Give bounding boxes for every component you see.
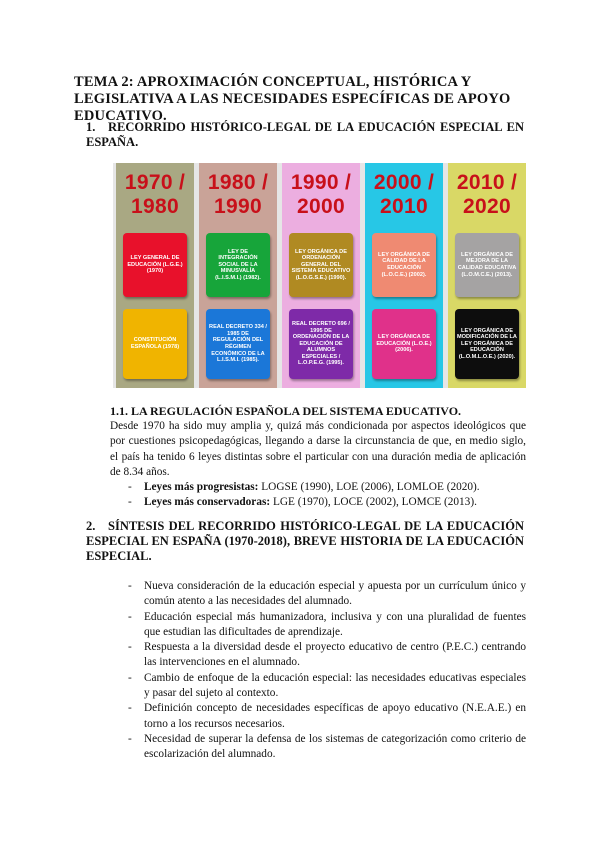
dash-bullet: - <box>128 702 132 715</box>
dash-bullet: - <box>128 580 132 592</box>
section-2-heading <box>86 519 524 564</box>
timeline-decade <box>282 171 360 219</box>
dash-bullet: - <box>128 610 132 623</box>
section-1-1-paragraph: Desde 1970 ha sido muy amplia y, quizá más condicionada por aspectos ideológicos que por cuestiones psicopedagógicas, llegando a darse la circunstancia de que, en medio siglo, el país ha tenido 6 leyes distintas sobre el particular con una duración media de aplicación de 8.34 años. <box>110 420 526 478</box>
list-item-text: LGE (1970), LOCE (2002), LOMCE (2013). <box>270 496 477 509</box>
list-item <box>128 579 526 610</box>
list-item <box>128 640 526 671</box>
dash-bullet: - <box>128 641 132 654</box>
dash-bullet: - <box>128 671 132 684</box>
decade-start: 1980 / <box>207 171 269 194</box>
timeline-decade <box>116 171 194 219</box>
decade-end: 2010 <box>380 195 428 218</box>
list-item <box>128 732 526 763</box>
timeline-law-box: REAL DECRETO 334 / 1985 DE REGULACIÓN DEL RÉGIMEN ECONÓMICO DE LA L.I.S.M.I. (1985). <box>206 309 270 379</box>
timeline-column <box>448 163 526 388</box>
timeline-column <box>282 163 360 388</box>
timeline-column <box>199 163 277 388</box>
list-item <box>128 671 526 702</box>
decade-end: 2000 <box>297 195 345 218</box>
timeline-law-box: LEY GENERAL DE EDUCACIÓN (L.G.E.) (1970) <box>123 233 187 297</box>
legislation-timeline <box>113 163 523 388</box>
timeline-column <box>116 163 194 388</box>
list-item <box>128 480 526 495</box>
decade-end: 1980 <box>131 195 179 218</box>
list-item-text: Cambio de enfoque de la educación especial: las necesidades educativas especiales y pasar del sujeto al contexto. <box>144 671 526 700</box>
laws-list <box>128 480 526 511</box>
decade-start: 2010 / <box>456 171 518 194</box>
section-1-number: 1. <box>86 120 96 134</box>
list-item-label: Leyes más progresistas: <box>144 481 259 493</box>
timeline-law-box: REAL DECRETO 696 / 1995 DE ORDENACIÓN DE LA EDUCACIÓN DE ALUMNOS ESPECIALES / L.O.P.E.G. (1995). <box>289 309 353 379</box>
timeline-law-box: LEY ORGÁNICA DE MEJORA DE LA CALIDAD EDUCATIVA (L.O.M.C.E.) (2013). <box>455 233 519 297</box>
timeline-decade <box>199 171 277 219</box>
timeline-law-box: CONSTITUCIÓN ESPAÑOLA (1978) <box>123 309 187 379</box>
section-1-1-heading: 1.1. LA REGULACIÓN ESPAÑOLA DEL SISTEMA EDUCATIVO. <box>110 404 462 418</box>
page-title: TEMA 2: APROXIMACIÓN CONCEPTUAL, HISTÓRICA Y LEGISLATIVA A LAS NECESIDADES ESPECÍFICAS DE APOYO EDUCATIVO. <box>74 74 511 124</box>
dash-bullet: - <box>128 732 132 745</box>
list-item-text: Definición concepto de necesidades específicas de apoyo educativo (N.E.A.E.) en torno a los recursos necesarios. <box>144 702 526 730</box>
decade-end: 1990 <box>214 195 262 218</box>
decade-start: 1990 / <box>290 171 352 194</box>
timeline-law-box: LEY ORGÁNICA DE ORDENACIÓN GENERAL DEL SISTEMA EDUCATIVO (L.O.G.S.E.) (1990). <box>289 233 353 297</box>
list-item <box>128 495 526 510</box>
section-1-heading <box>86 120 524 150</box>
list-item-text: Nueva consideración de la educación especial y apuesta por un currículum único y común atento a las necesidades del alumnado. <box>144 580 526 608</box>
timeline-law-box: LEY ORGÁNICA DE CALIDAD DE LA EDUCACIÓN (L.O.C.E.) (2002). <box>372 233 436 297</box>
section-2-number: 2. <box>86 519 96 533</box>
list-item <box>128 701 526 732</box>
list-item-label: Leyes más conservadoras: <box>144 496 271 509</box>
dash-bullet: - <box>128 496 132 509</box>
synthesis-list <box>128 579 526 763</box>
section-2-title: SÍNTESIS DEL RECORRIDO HISTÓRICO-LEGAL DE LA EDUCACIÓN ESPECIAL EN ESPAÑA (1970-2018), BREVE HISTORIA DE LA EDUCACIÓN ESPECIAL. <box>86 519 524 563</box>
list-item-text: LOGSE (1990), LOE (2006), LOMLOE (2020). <box>258 481 480 493</box>
timeline-law-box: LEY ORGÁNICA DE EDUCACIÓN (L.O.E.) (2006). <box>372 309 436 379</box>
decade-start: 2000 / <box>373 171 435 194</box>
timeline-law-box: LEY ORGÁNICA DE MODIFICACIÓN DE LA LEY ORGÁNICA DE EDUCACIÓN (L.O.M.L.O.E.) (2020). <box>455 309 519 379</box>
dash-bullet: - <box>128 481 132 493</box>
decade-start: 1970 / <box>124 171 186 194</box>
list-item <box>128 610 526 641</box>
list-item-text: Necesidad de superar la defensa de los sistemas de categorización como criterio de escolarización del alumnado. <box>144 732 526 761</box>
timeline-column <box>365 163 443 388</box>
decade-end: 2020 <box>463 195 511 218</box>
timeline-decade <box>365 171 443 219</box>
timeline-law-box: LEY DE INTEGRACIÓN SOCIAL DE LA MINUSVALÍA (L.I.S.M.I.) (1982). <box>206 233 270 297</box>
list-item-text: Educación especial más humanizadora, inclusiva y con una pluralidad de fuentes que estudian las dificultades de aprendizaje. <box>144 610 526 638</box>
list-item-text: Respuesta a la diversidad desde el proyecto educativo de centro (P.E.C.) centrando las intervenciones en el alumnado. <box>144 641 526 669</box>
section-1-title: RECORRIDO HISTÓRICO-LEGAL DE LA EDUCACIÓN ESPECIAL EN ESPAÑA. <box>86 120 524 149</box>
timeline-decade <box>448 171 526 219</box>
